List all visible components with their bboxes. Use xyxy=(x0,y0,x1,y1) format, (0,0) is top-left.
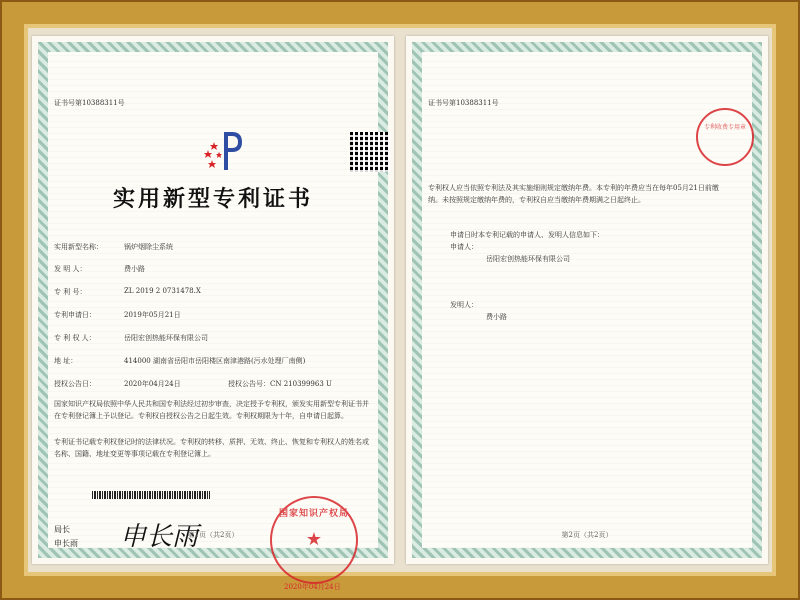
annual-fee-paragraph: 专利权人应当依照专利法及其实施细则规定缴纳年费。本专利的年费应当在每年05月21日前缴纳。未按照规定缴纳年费的，专利权自应当缴纳年费期满之日起终止。 xyxy=(428,184,719,204)
fee-seal-text: 专利收费专用章 xyxy=(703,124,746,131)
page-footer: 第1页（共2页） xyxy=(187,531,239,539)
field-label-apply-date: 专利申请日： xyxy=(54,311,96,319)
grant-paragraph: 国家知识产权局依照中华人民共和国专利法经过初步审查，决定授予专利权，颁发实用新型专利证书并在专利登记簿上予以登记。专利权自授权公告之日起生效。专利权期限为十年，自申请日起算。 xyxy=(54,400,369,420)
applicant-value: 岳阳宏创热能环保有限公司 xyxy=(486,255,570,263)
director-signature: 申长雨 xyxy=(120,522,199,552)
field-value-inventor: 费小路 xyxy=(124,265,145,273)
field-value-grant-date: 2020年04月24日 xyxy=(124,380,181,388)
legal-status-paragraph: 专利证书记载专利权登记时的法律状况。专利权的转移、质押、无效、终止、恢复和专利权人的姓名或名称、国籍、地址变更等事项记载在专利登记簿上。 xyxy=(54,438,369,458)
certificate-number: 证书号第10388311号 xyxy=(54,99,125,107)
director-label: 局长 xyxy=(54,525,70,534)
page-footer: 第2页（共2页） xyxy=(561,531,613,539)
field-value-name: 锅炉烟除尘系统 xyxy=(124,243,173,251)
field-value-patentee: 岳阳宏创热能环保有限公司 xyxy=(124,334,208,342)
fee-seal xyxy=(696,108,754,166)
field-label-address: 地 址： xyxy=(54,357,78,365)
applicant-label: 申请人： xyxy=(450,243,478,251)
field-value-apply-date: 2019年05月21日 xyxy=(124,311,181,319)
field-value-address: 414000 湖南省岳阳市岳阳楼区南津港路(污水处理厂南侧) xyxy=(124,357,306,365)
certificate-page-1 xyxy=(32,36,394,591)
certificate-page-2 xyxy=(406,36,768,564)
certificate-number: 证书号第10388311号 xyxy=(428,99,499,107)
page-content-area xyxy=(48,52,378,548)
seal-text: 国家知识产权局 xyxy=(278,509,349,519)
official-seal xyxy=(270,496,358,584)
cnipa-logo-icon xyxy=(202,128,248,174)
director-name: 申长雨 xyxy=(54,539,78,548)
barcode xyxy=(92,491,210,499)
inventor-value: 费小路 xyxy=(486,313,507,321)
field-label-inventor: 发 明 人： xyxy=(54,265,87,273)
field-label-name: 实用新型名称： xyxy=(54,243,103,251)
seal-date: 2020年04月24日 xyxy=(284,583,341,591)
emblem-icon: ★ xyxy=(305,529,323,550)
inventor-label: 发明人： xyxy=(450,301,478,309)
announcement-number: 授权公告号：CN 210399963 U xyxy=(228,380,332,388)
certificate-title: 实用新型专利证书 xyxy=(112,186,313,212)
field-label-patentee: 专 利 权 人： xyxy=(54,334,96,342)
field-value-patent-no: ZL 2019 2 0731478.X xyxy=(124,287,201,295)
applicant-heading: 申请日时本专利记载的申请人、发明人信息如下： xyxy=(450,231,604,239)
qr-code xyxy=(350,132,390,172)
field-label-grant-date: 授权公告日： xyxy=(54,380,96,388)
field-label-patent-no: 专 利 号： xyxy=(54,288,87,296)
